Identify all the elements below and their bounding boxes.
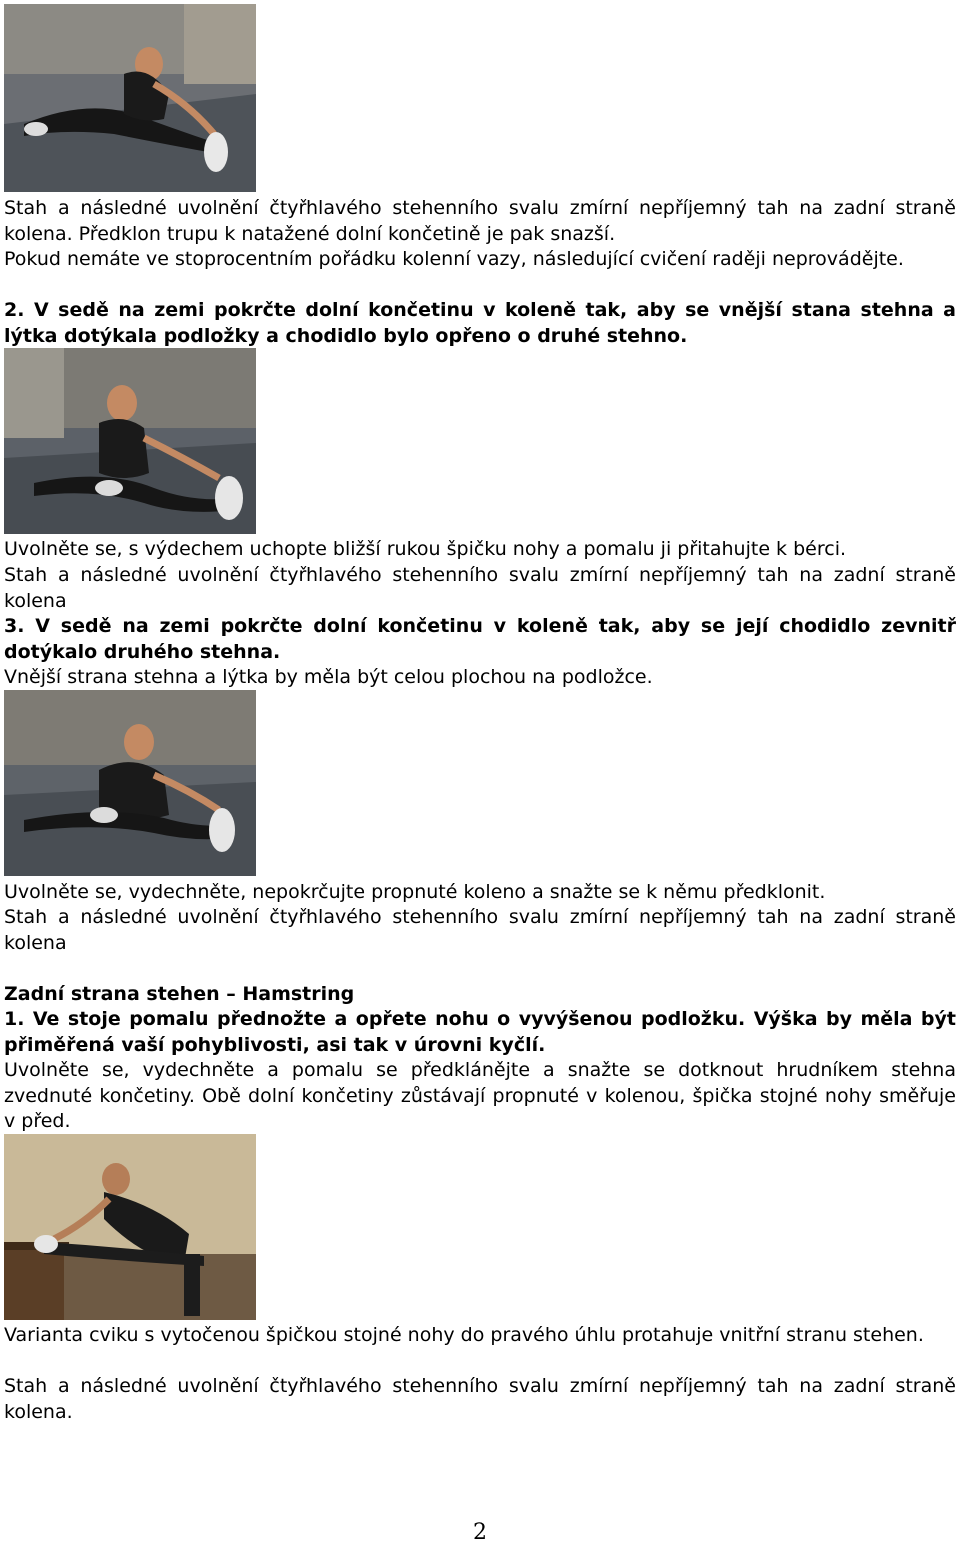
paragraph-9: Stah a následné uvolnění čtyřhlavého stehenního svalu zmírní nepříjemný tah na zadní straně kolena — [4, 906, 956, 954]
exercise-heading-3: 3. V sedě na zemi pokrčte dolní končetinu v koleně tak, aby se její chodidlo zevnitř dotýkalo druhého stehna. — [4, 615, 956, 663]
exercise-photo-2 — [4, 348, 256, 534]
paragraph-14: Stah a následné uvolnění čtyřhlavého stehenního svalu zmírní nepříjemný tah na zadní straně kolena. — [4, 1375, 956, 1423]
section-heading-hamstring: Zadní strana stehen – Hamstring — [4, 983, 355, 1005]
exercise-photo-4 — [4, 1134, 256, 1320]
exercise-photo-1 — [4, 4, 256, 192]
exercise-photo-3 — [4, 690, 256, 876]
exercise-heading-1: 1. Ve stoje pomalu přednožte a opřete nohu o vyvýšenou podložku. Výška by měla být přiměřená vaší pohyblivosti, asi tak v úrovni kyčlí. — [4, 1008, 956, 1056]
paragraph-1: Stah a následné uvolnění čtyřhlavého stehenního svalu zmírní nepříjemný tah na zadní straně kolena. Předklon trupu k natažené dolní končetině je pak snazší. — [4, 197, 956, 245]
paragraph-12: Uvolněte se, vydechněte a pomalu se předklánějte a snažte se dotknout hrudníkem stehna zvednuté končetiny. Obě dolní končetiny zůstávají propnuté v kolenou, špička stojné nohy směřuje v před. — [4, 1059, 956, 1132]
paragraph-13: Varianta cviku s vytočenou špičkou stojné nohy do pravého úhlu protahuje vnitřní stranu stehen. — [4, 1324, 924, 1346]
paragraph-4: Uvolněte se, s výdechem uchopte bližší rukou špičku nohy a pomalu ji přitahujte k bérci. — [4, 538, 847, 560]
paragraph-7: Vnější strana stehna a lýtka by měla být celou plochou na podložce. — [4, 666, 653, 688]
exercise-heading-2: 2. V sedě na zemi pokrčte dolní končetinu v koleně tak, aby se vnější stana stehna a lýtka dotýkala podložky a chodidlo bylo opřeno o druhé stehno. — [4, 299, 956, 347]
paragraph-5: Stah a následné uvolnění čtyřhlavého stehenního svalu zmírní nepříjemný tah na zadní straně kolena — [4, 564, 956, 612]
paragraph-8: Uvolněte se, vydechněte, nepokrčujte propnuté koleno a snažte se k němu předklonit. — [4, 881, 826, 903]
paragraph-2: Pokud nemáte ve stoprocentním pořádku kolenní vazy, následující cvičení raději neprovádějte. — [4, 248, 904, 270]
page-number: 2 — [473, 1520, 487, 1545]
